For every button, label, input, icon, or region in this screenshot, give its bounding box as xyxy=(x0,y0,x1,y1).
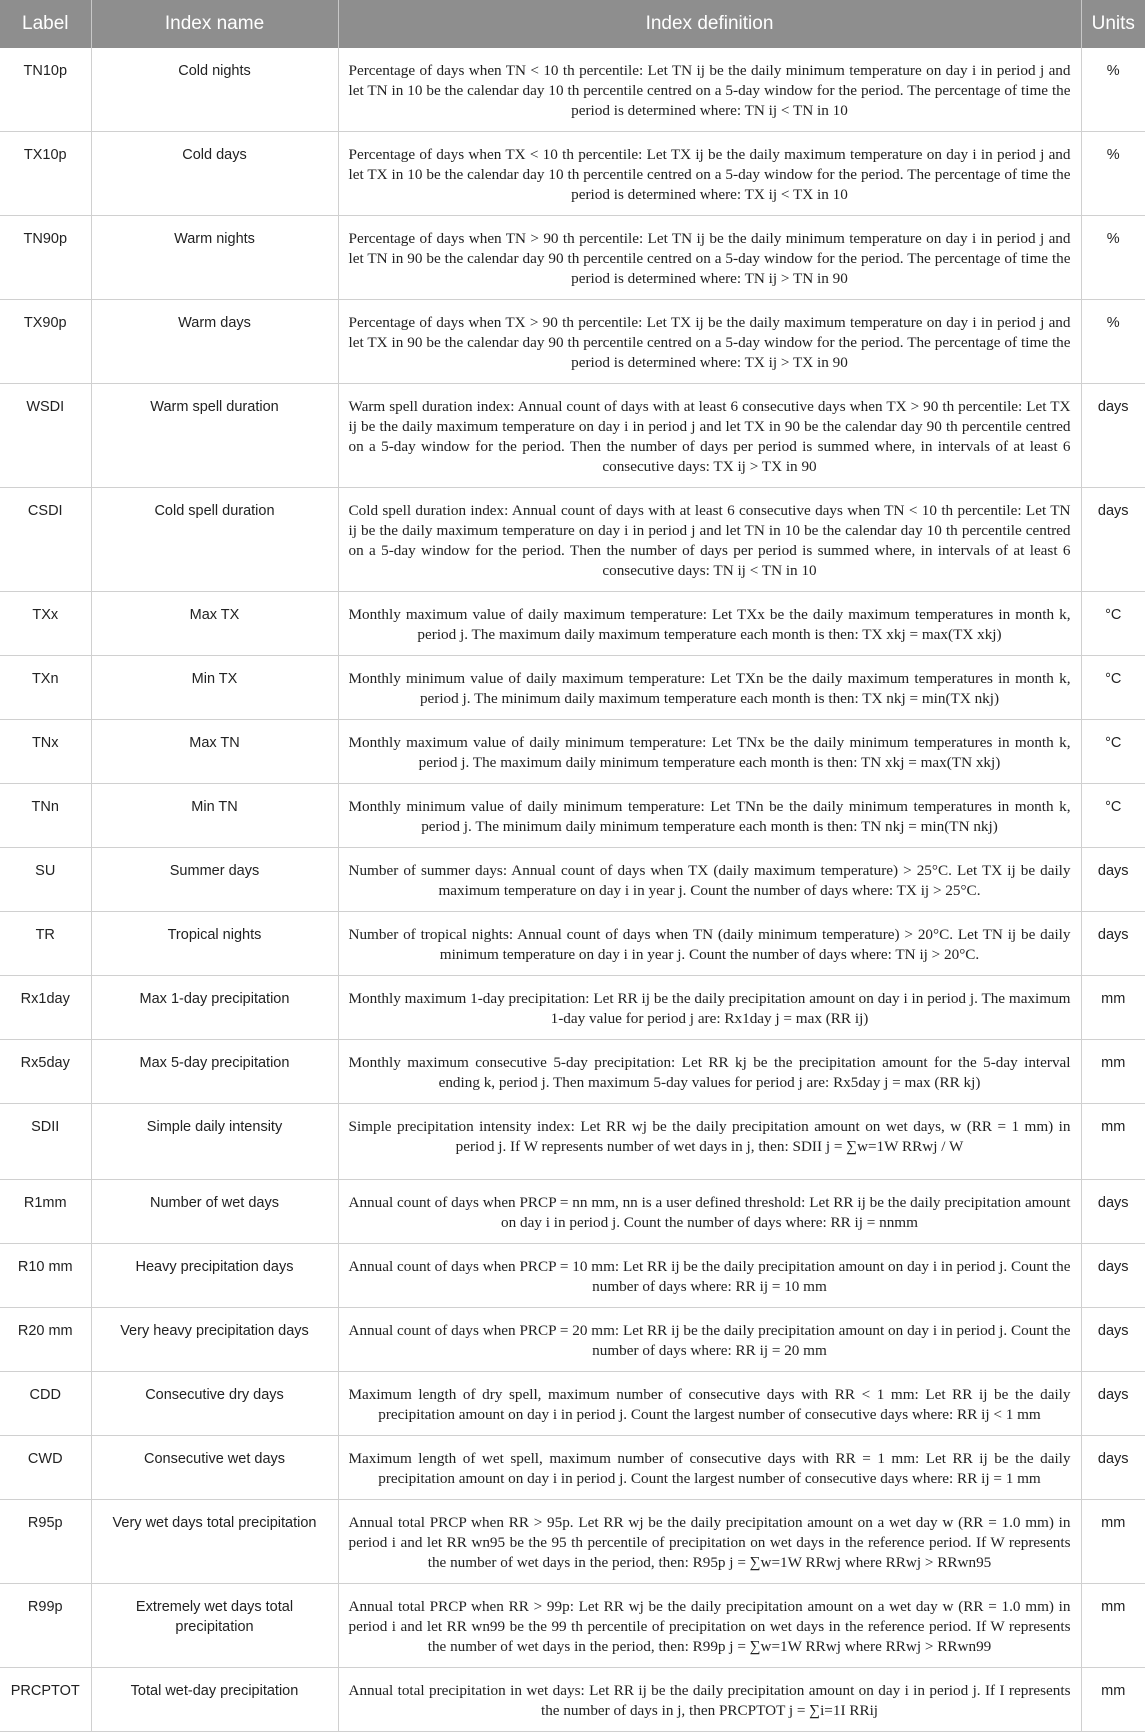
cell-units: days xyxy=(1081,848,1145,912)
cell-index-name: Max TN xyxy=(91,720,338,784)
table-row xyxy=(0,976,1145,1040)
cell-label: R95p xyxy=(0,1500,91,1584)
cell-index-name: Warm spell duration xyxy=(91,384,338,488)
cell-definition: Number of tropical nights: Annual count of days when TN (daily minimum temperature) > 20°C. Let TN ij be daily minimum temperature on day i in year j. Count the number of days where: TN ij > 20°C. xyxy=(338,912,1081,976)
header-label: Label xyxy=(0,0,91,48)
cell-label: TN90p xyxy=(0,216,91,300)
cell-label: CWD xyxy=(0,1436,91,1500)
cell-label: Rx1day xyxy=(0,976,91,1040)
cell-label: SU xyxy=(0,848,91,912)
cell-index-name: Min TN xyxy=(91,784,338,848)
cell-definition: Monthly maximum 1-day precipitation: Let RR ij be the daily precipitation amount on day i in period j. The maximum 1-day value for period j are: Rx1day j = max (RR ij) xyxy=(338,976,1081,1040)
cell-definition: Annual count of days when PRCP = 20 mm: Let RR ij be the daily precipitation amount on day i in period j. Count the number of days where: RR ij = 20 mm xyxy=(338,1308,1081,1372)
cell-index-name: Very wet days total precipitation xyxy=(91,1500,338,1584)
table-row xyxy=(0,1372,1145,1436)
table-row xyxy=(0,1308,1145,1372)
table-row xyxy=(0,784,1145,848)
header-row xyxy=(0,0,1145,48)
cell-definition: Monthly minimum value of daily minimum temperature: Let TNn be the daily minimum temperatures in month k, period j. The minimum daily minimum temperature each month is then: TN nkj = min(TN nkj) xyxy=(338,784,1081,848)
table-row xyxy=(0,1244,1145,1308)
cell-label: CSDI xyxy=(0,488,91,592)
cell-units: °C xyxy=(1081,784,1145,848)
cell-definition: Maximum length of wet spell, maximum number of consecutive days with RR = 1 mm: Let RR ij be the daily precipitation amount on day i in period j. Count the largest number of consecutive days where: RR ij = 1 mm xyxy=(338,1436,1081,1500)
cell-units: mm xyxy=(1081,1584,1145,1668)
table-row xyxy=(0,848,1145,912)
cell-definition: Warm spell duration index: Annual count of days with at least 6 consecutive days when TX > 90 th percentile: Let TX ij be the daily maximum temperature on day i in period j and let TX in 90 be the calendar day 90 th percentile centred on a 5-day window for the period. Then the number of days per period is summed where, in intervals of at least 6 consecutive days: TX ij > TX in 90 xyxy=(338,384,1081,488)
cell-label: PRCPTOT xyxy=(0,1668,91,1732)
cell-definition: Percentage of days when TX > 90 th percentile: Let TX ij be the daily maximum temperature on day i in period j and let TX in 90 be the calendar day 90 th percentile centred on a 5-day window for the period. The percentage of time the period is determined where: TX ij > TX in 90 xyxy=(338,300,1081,384)
cell-index-name: Tropical nights xyxy=(91,912,338,976)
cell-units: % xyxy=(1081,216,1145,300)
cell-label: SDII xyxy=(0,1104,91,1180)
cell-units: days xyxy=(1081,1436,1145,1500)
cell-units: % xyxy=(1081,132,1145,216)
table-body xyxy=(0,48,1145,1732)
cell-index-name: Consecutive dry days xyxy=(91,1372,338,1436)
table-row xyxy=(0,1668,1145,1732)
cell-units: mm xyxy=(1081,1500,1145,1584)
cell-label: R1mm xyxy=(0,1180,91,1244)
cell-label: TNn xyxy=(0,784,91,848)
table-row xyxy=(0,1436,1145,1500)
cell-label: TX90p xyxy=(0,300,91,384)
cell-units: days xyxy=(1081,384,1145,488)
cell-index-name: Simple daily intensity xyxy=(91,1104,338,1180)
cell-definition: Monthly minimum value of daily maximum temperature: Let TXn be the daily maximum temperatures in month k, period j. The minimum daily maximum temperature each month is then: TX nkj = min(TX nkj) xyxy=(338,656,1081,720)
cell-definition: Annual count of days when PRCP = nn mm, nn is a user defined threshold: Let RR ij be the daily precipitation amount on day i in period j. Count the number of days where: RR ij = nnmm xyxy=(338,1180,1081,1244)
cell-label: R20 mm xyxy=(0,1308,91,1372)
cell-index-name: Very heavy precipitation days xyxy=(91,1308,338,1372)
cell-index-name: Heavy precipitation days xyxy=(91,1244,338,1308)
table-row xyxy=(0,384,1145,488)
cell-definition: Simple precipitation intensity index: Let RR wj be the daily precipitation amount on wet days, w (RR = 1 mm) in period j. If W represents number of wet days in j, then: SDII j = ∑w=1W RRwj / W xyxy=(338,1104,1081,1180)
table-header xyxy=(0,0,1145,48)
table-row xyxy=(0,1584,1145,1668)
cell-index-name: Max 1-day precipitation xyxy=(91,976,338,1040)
cell-definition: Annual total PRCP when RR > 99p: Let RR wj be the daily precipitation amount on a wet day w (RR = 1.0 mm) in period i and let RR wn99 be the 99 th percentile of precipitation on wet days in the reference period. If W represents the number of wet days in the period, then: R99p j = ∑w=1W RRwj where RRwj > RRwn99 xyxy=(338,1584,1081,1668)
cell-units: days xyxy=(1081,1180,1145,1244)
cell-definition: Percentage of days when TX < 10 th percentile: Let TX ij be the daily maximum temperature on day i in period j and let TX in 10 be the calendar day 10 th percentile centred on a 5-day window for the period. The percentage of time the period is determined where: TX ij < TX in 10 xyxy=(338,132,1081,216)
cell-definition: Monthly maximum value of daily maximum temperature: Let TXx be the daily maximum temperatures in month k, period j. The maximum daily maximum temperature each month is then: TX xkj = max(TX xkj) xyxy=(338,592,1081,656)
cell-definition: Annual total precipitation in wet days: Let RR ij be the daily precipitation amount on day i in period j. If I represents the number of days in j, then PRCPTOT j = ∑i=1I RRij xyxy=(338,1668,1081,1732)
cell-definition: Percentage of days when TN < 10 th percentile: Let TN ij be the daily minimum temperature on day i in period j and let TN in 10 be the calendar day 10 th percentile centred on a 5-day window for the period. The percentage of time the period is determined where: TN ij < TN in 10 xyxy=(338,48,1081,132)
cell-definition: Cold spell duration index: Annual count of days with at least 6 consecutive days when TN < 10 th percentile: Let TN ij be the daily maximum temperature on day i in period j and let TN in 10 be the calendar day 10 th percentile centred on a 5-day window for the period. Then the number of days per period is summed where, in intervals of at least 6 consecutive days: TN ij < TN in 10 xyxy=(338,488,1081,592)
cell-units: % xyxy=(1081,48,1145,132)
cell-index-name: Number of wet days xyxy=(91,1180,338,1244)
cell-units: % xyxy=(1081,300,1145,384)
cell-definition: Annual total PRCP when RR > 95p. Let RR wj be the daily precipitation amount on a wet day w (RR = 1.0 mm) in period i and let RR wn95 be the 95 th percentile of precipitation on wet days in the reference period. If W represents the number of wet days in the period, then: R95p j = ∑w=1W RRwj where RRwj > RRwn95 xyxy=(338,1500,1081,1584)
cell-label: TR xyxy=(0,912,91,976)
cell-label: Rx5day xyxy=(0,1040,91,1104)
table-row xyxy=(0,216,1145,300)
table-row xyxy=(0,912,1145,976)
cell-units: days xyxy=(1081,488,1145,592)
cell-units: mm xyxy=(1081,1668,1145,1732)
cell-units: days xyxy=(1081,1372,1145,1436)
cell-definition: Number of summer days: Annual count of days when TX (daily maximum temperature) > 25°C. Let TX ij be daily maximum temperature on day i in year j. Count the number of days where: TX ij > 25°C. xyxy=(338,848,1081,912)
table-row xyxy=(0,720,1145,784)
cell-index-name: Summer days xyxy=(91,848,338,912)
cell-index-name: Extremely wet days total precipitation xyxy=(91,1584,338,1668)
cell-label: R99p xyxy=(0,1584,91,1668)
cell-units: mm xyxy=(1081,1104,1145,1180)
cell-label: TNx xyxy=(0,720,91,784)
cell-index-name: Cold spell duration xyxy=(91,488,338,592)
table-row xyxy=(0,1180,1145,1244)
cell-label: WSDI xyxy=(0,384,91,488)
header-index-name: Index name xyxy=(91,0,338,48)
cell-definition: Percentage of days when TN > 90 th percentile: Let TN ij be the daily minimum temperature on day i in period j and let TN in 90 be the calendar day 90 th percentile centred on a 5-day window for the period. The percentage of time the period is determined where: TN ij > TN in 90 xyxy=(338,216,1081,300)
cell-label: TX10p xyxy=(0,132,91,216)
cell-units: °C xyxy=(1081,592,1145,656)
cell-definition: Annual count of days when PRCP = 10 mm: Let RR ij be the daily precipitation amount on day i in period j. Count the number of days where: RR ij = 10 mm xyxy=(338,1244,1081,1308)
cell-definition: Maximum length of dry spell, maximum number of consecutive days with RR < 1 mm: Let RR ij be the daily precipitation amount on day i in period j. Count the largest number of consecutive days where: RR ij < 1 mm xyxy=(338,1372,1081,1436)
table-row xyxy=(0,48,1145,132)
header-index-definition: Index definition xyxy=(338,0,1081,48)
cell-units: days xyxy=(1081,1308,1145,1372)
cell-definition: Monthly maximum value of daily minimum temperature: Let TNx be the daily minimum temperatures in month k, period j. The maximum daily minimum temperature each month is then: TN xkj = max(TN xkj) xyxy=(338,720,1081,784)
cell-index-name: Cold days xyxy=(91,132,338,216)
table-row xyxy=(0,132,1145,216)
cell-index-name: Max TX xyxy=(91,592,338,656)
cell-label: R10 mm xyxy=(0,1244,91,1308)
cell-units: mm xyxy=(1081,976,1145,1040)
cell-index-name: Max 5-day precipitation xyxy=(91,1040,338,1104)
header-units: Units xyxy=(1081,0,1145,48)
cell-label: TXn xyxy=(0,656,91,720)
table-row xyxy=(0,488,1145,592)
cell-label: CDD xyxy=(0,1372,91,1436)
table-row xyxy=(0,1104,1145,1180)
cell-units: days xyxy=(1081,1244,1145,1308)
cell-units: days xyxy=(1081,912,1145,976)
cell-index-name: Warm days xyxy=(91,300,338,384)
cell-units: mm xyxy=(1081,1040,1145,1104)
table-row xyxy=(0,656,1145,720)
cell-definition: Monthly maximum consecutive 5-day precipitation: Let RR kj be the precipitation amount for the 5-day interval ending k, period j. Then maximum 5-day values for period j are: Rx5day j = max (RR kj) xyxy=(338,1040,1081,1104)
cell-index-name: Min TX xyxy=(91,656,338,720)
table-row xyxy=(0,300,1145,384)
table-row xyxy=(0,1500,1145,1584)
table-row xyxy=(0,592,1145,656)
cell-index-name: Consecutive wet days xyxy=(91,1436,338,1500)
cell-units: °C xyxy=(1081,720,1145,784)
cell-index-name: Warm nights xyxy=(91,216,338,300)
cell-label: TXx xyxy=(0,592,91,656)
table-row xyxy=(0,1040,1145,1104)
cell-index-name: Cold nights xyxy=(91,48,338,132)
cell-label: TN10p xyxy=(0,48,91,132)
cell-units: °C xyxy=(1081,656,1145,720)
cell-index-name: Total wet-day precipitation xyxy=(91,1668,338,1732)
